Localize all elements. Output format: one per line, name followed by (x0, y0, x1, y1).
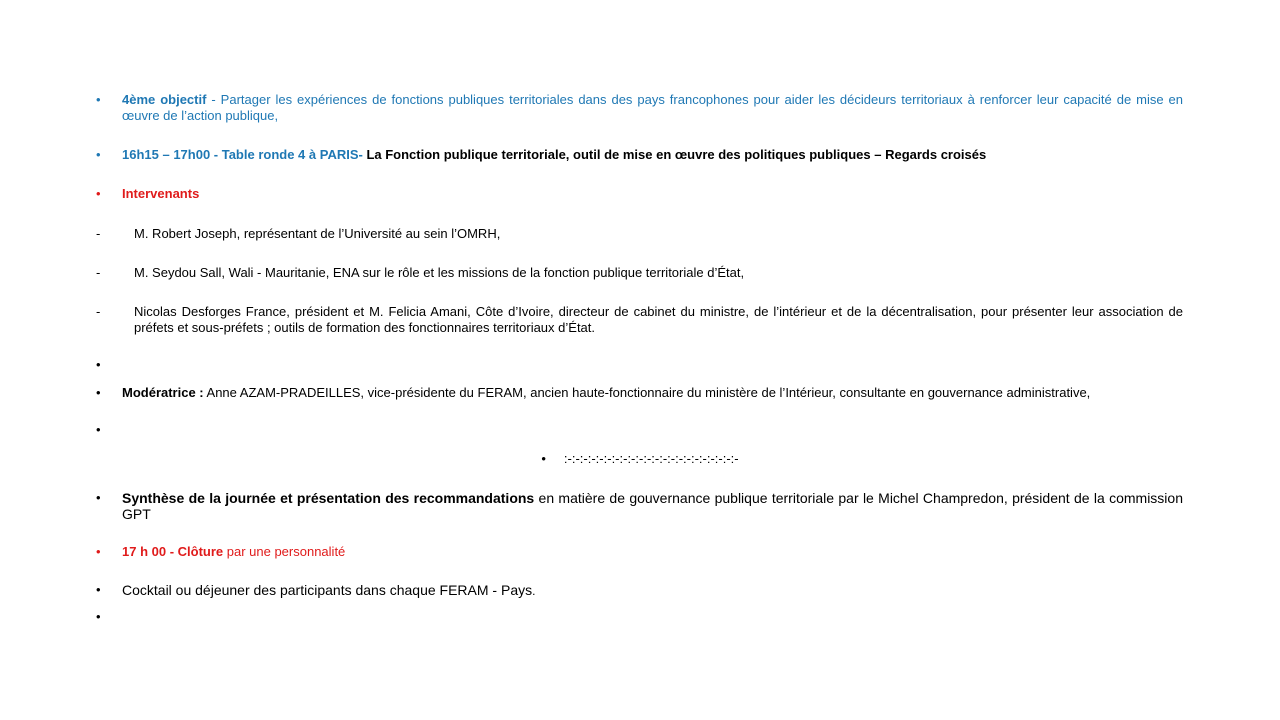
objective-label: 4ème objectif (122, 92, 207, 107)
closing-description: par une personnalité (223, 544, 346, 559)
speaker-text: Nicolas Desforges France, président et M. Felicia Amani, Côte d’Ivoire, directeur de cabinet du ministre, de l’intérieur et de la décentralisation, pour présenter leur association de préfets et sous-préfets ; outils de formation des fonctionnaires territoriaux d’État. (134, 304, 1183, 335)
bullet: • (96, 357, 101, 372)
bullet: • (96, 385, 101, 400)
dash: - (96, 304, 101, 319)
cocktail-suffix: . (532, 584, 536, 598)
closing-time: 17 h 00 - Clôture (122, 544, 224, 559)
bullet: • (96, 544, 101, 559)
bullet: • (96, 422, 101, 437)
objective-description: - Partager les expériences de fonctions publiques territoriales dans des pays francophones pour aider les décideurs territoriaux à renforcer leur capacité de mise en œuvre de l’action publique, (122, 92, 1183, 123)
moderator-description: Anne AZAM-PRADEILLES, vice-présidente du FERAM, ancien haute-fonctionnaire du ministère de l’Intérieur, consultante en gouvernance administrative, (203, 385, 1091, 400)
bullet: • (541, 451, 546, 466)
speakers-heading: Intervenants (122, 186, 200, 201)
bullet: • (96, 147, 101, 162)
dash: - (96, 265, 101, 280)
objective-text (122, 92, 1183, 124)
cocktail-text (122, 582, 1183, 599)
speaker-text: M. Robert Joseph, représentant de l’Université au sein l’OMRH, (134, 226, 501, 241)
synthesis-text (122, 490, 1183, 522)
moderator-label: Modératrice : (122, 385, 204, 400)
bullet: • (96, 609, 101, 624)
dash: - (96, 226, 101, 241)
round-table-title: La Fonction publique territoriale, outil de mise en œuvre des politiques publiques – Regards croisés (362, 147, 987, 162)
moderator-text (122, 385, 1183, 401)
bullet: • (96, 582, 101, 597)
synthesis-label: Synthèse de la journée et présentation des recommandations (122, 490, 535, 506)
round-table-time: 16h15 – 17h00 - Table ronde 4 à PARIS- (122, 147, 363, 162)
round-table-text (122, 147, 1183, 163)
separator-line (0, 451, 1280, 467)
bullet: • (96, 490, 101, 505)
synthesis-description: en matière de gouvernance publique territoriale par le Michel Champredon, président de la commission GPT (122, 490, 1183, 522)
closing-text (122, 544, 1183, 560)
cocktail-description: Cocktail ou déjeuner des participants dans chaque FERAM - Pays (122, 582, 533, 598)
speaker-text: M. Seydou Sall, Wali - Mauritanie, ENA sur le rôle et les missions de la fonction publique territoriale d’État, (134, 265, 745, 280)
bullet: • (96, 186, 101, 201)
separator-text: :-:-:-:-:-:-:-:-:-:-:-:-:-:-:-:-:-:-:-:-:-:- (563, 451, 739, 466)
bullet: • (96, 92, 101, 107)
